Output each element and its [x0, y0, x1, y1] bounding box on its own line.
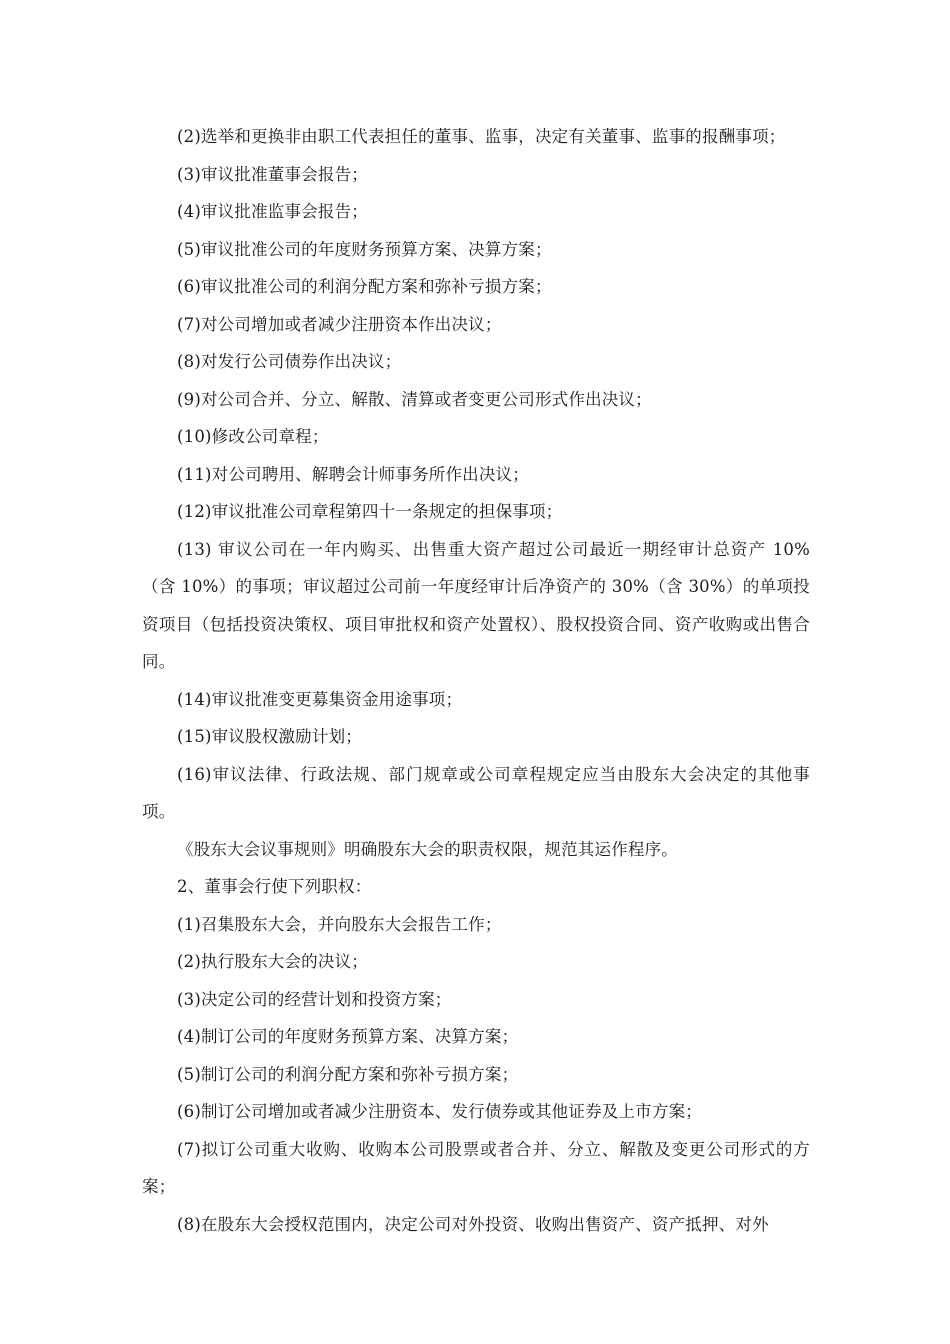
section-heading: 2、董事会行使下列职权：: [177, 877, 372, 896]
paragraph: (5)审议批准公司的年度财务预算方案、决算方案；: [177, 239, 552, 259]
paragraph: (7)拟订公司重大收购、收购本公司股票或者合并、分立、解散及变更公司形式的方案；: [142, 1139, 810, 1196]
document-body: [142, 118, 810, 1243]
paragraph: (16)审议法律、行政法规、部门规章或公司章程规定应当由股东大会决定的其他事项。: [142, 764, 810, 821]
paragraph: (2)选举和更换非由职工代表担任的董事、监事，决定有关董事、监事的报酬事项；: [177, 127, 786, 146]
paragraph: (3)审议批准董事会报告；: [177, 164, 368, 184]
paragraph: (8)在股东大会授权范围内，决定公司对外投资、收购出售资产、资产抵押、对外: [177, 1214, 769, 1234]
paragraph: 《股东大会议事规则》明确股东大会的职责权限，规范其运作程序。: [177, 839, 678, 859]
paragraph: (7)对公司增加或者减少注册资本作出决议；: [177, 314, 502, 334]
paragraph: (11)对公司聘用、解聘会计师事务所作出决议；: [177, 464, 529, 484]
paragraph: (9)对公司合并、分立、解散、清算或者变更公司形式作出决议；: [177, 389, 652, 409]
paragraph: (12)审议批准公司章程第四十一条规定的担保事项；: [177, 502, 563, 521]
paragraph: (5)制订公司的利润分配方案和弥补亏损方案；: [177, 1064, 519, 1084]
paragraph: (4)制订公司的年度财务预算方案、决算方案；: [177, 1027, 519, 1046]
paragraph: (13) 审议公司在一年内购买、出售重大资产超过公司最近一期经审计总资产 10%（含 10%）的事项；审议超过公司前一年度经审计后净资产的 30%（含 30%）的单项投资项目（包括投资决策权、项目审批权和资产处置权）、股权投资合同、资产收购或出售合同。: [142, 539, 810, 671]
paragraph: (3)决定公司的经营计划和投资方案；: [177, 989, 452, 1009]
paragraph: (15)审议股权激励计划；: [177, 727, 362, 746]
paragraph: (4)审议批准监事会报告；: [177, 202, 368, 221]
paragraph: (14)审议批准变更募集资金用途事项；: [177, 689, 463, 709]
paragraph: (10)修改公司章程；: [177, 427, 329, 446]
paragraph: (8)对发行公司债券作出决议；: [177, 352, 402, 371]
paragraph: (1)召集股东大会，并向股东大会报告工作；: [177, 914, 502, 934]
paragraph: (2)执行股东大会的决议；: [177, 952, 368, 971]
paragraph: (6)审议批准公司的利润分配方案和弥补亏损方案；: [177, 277, 552, 296]
paragraph: (6)制订公司增加或者减少注册资本、发行债券或其他证券及上市方案；: [177, 1102, 702, 1121]
